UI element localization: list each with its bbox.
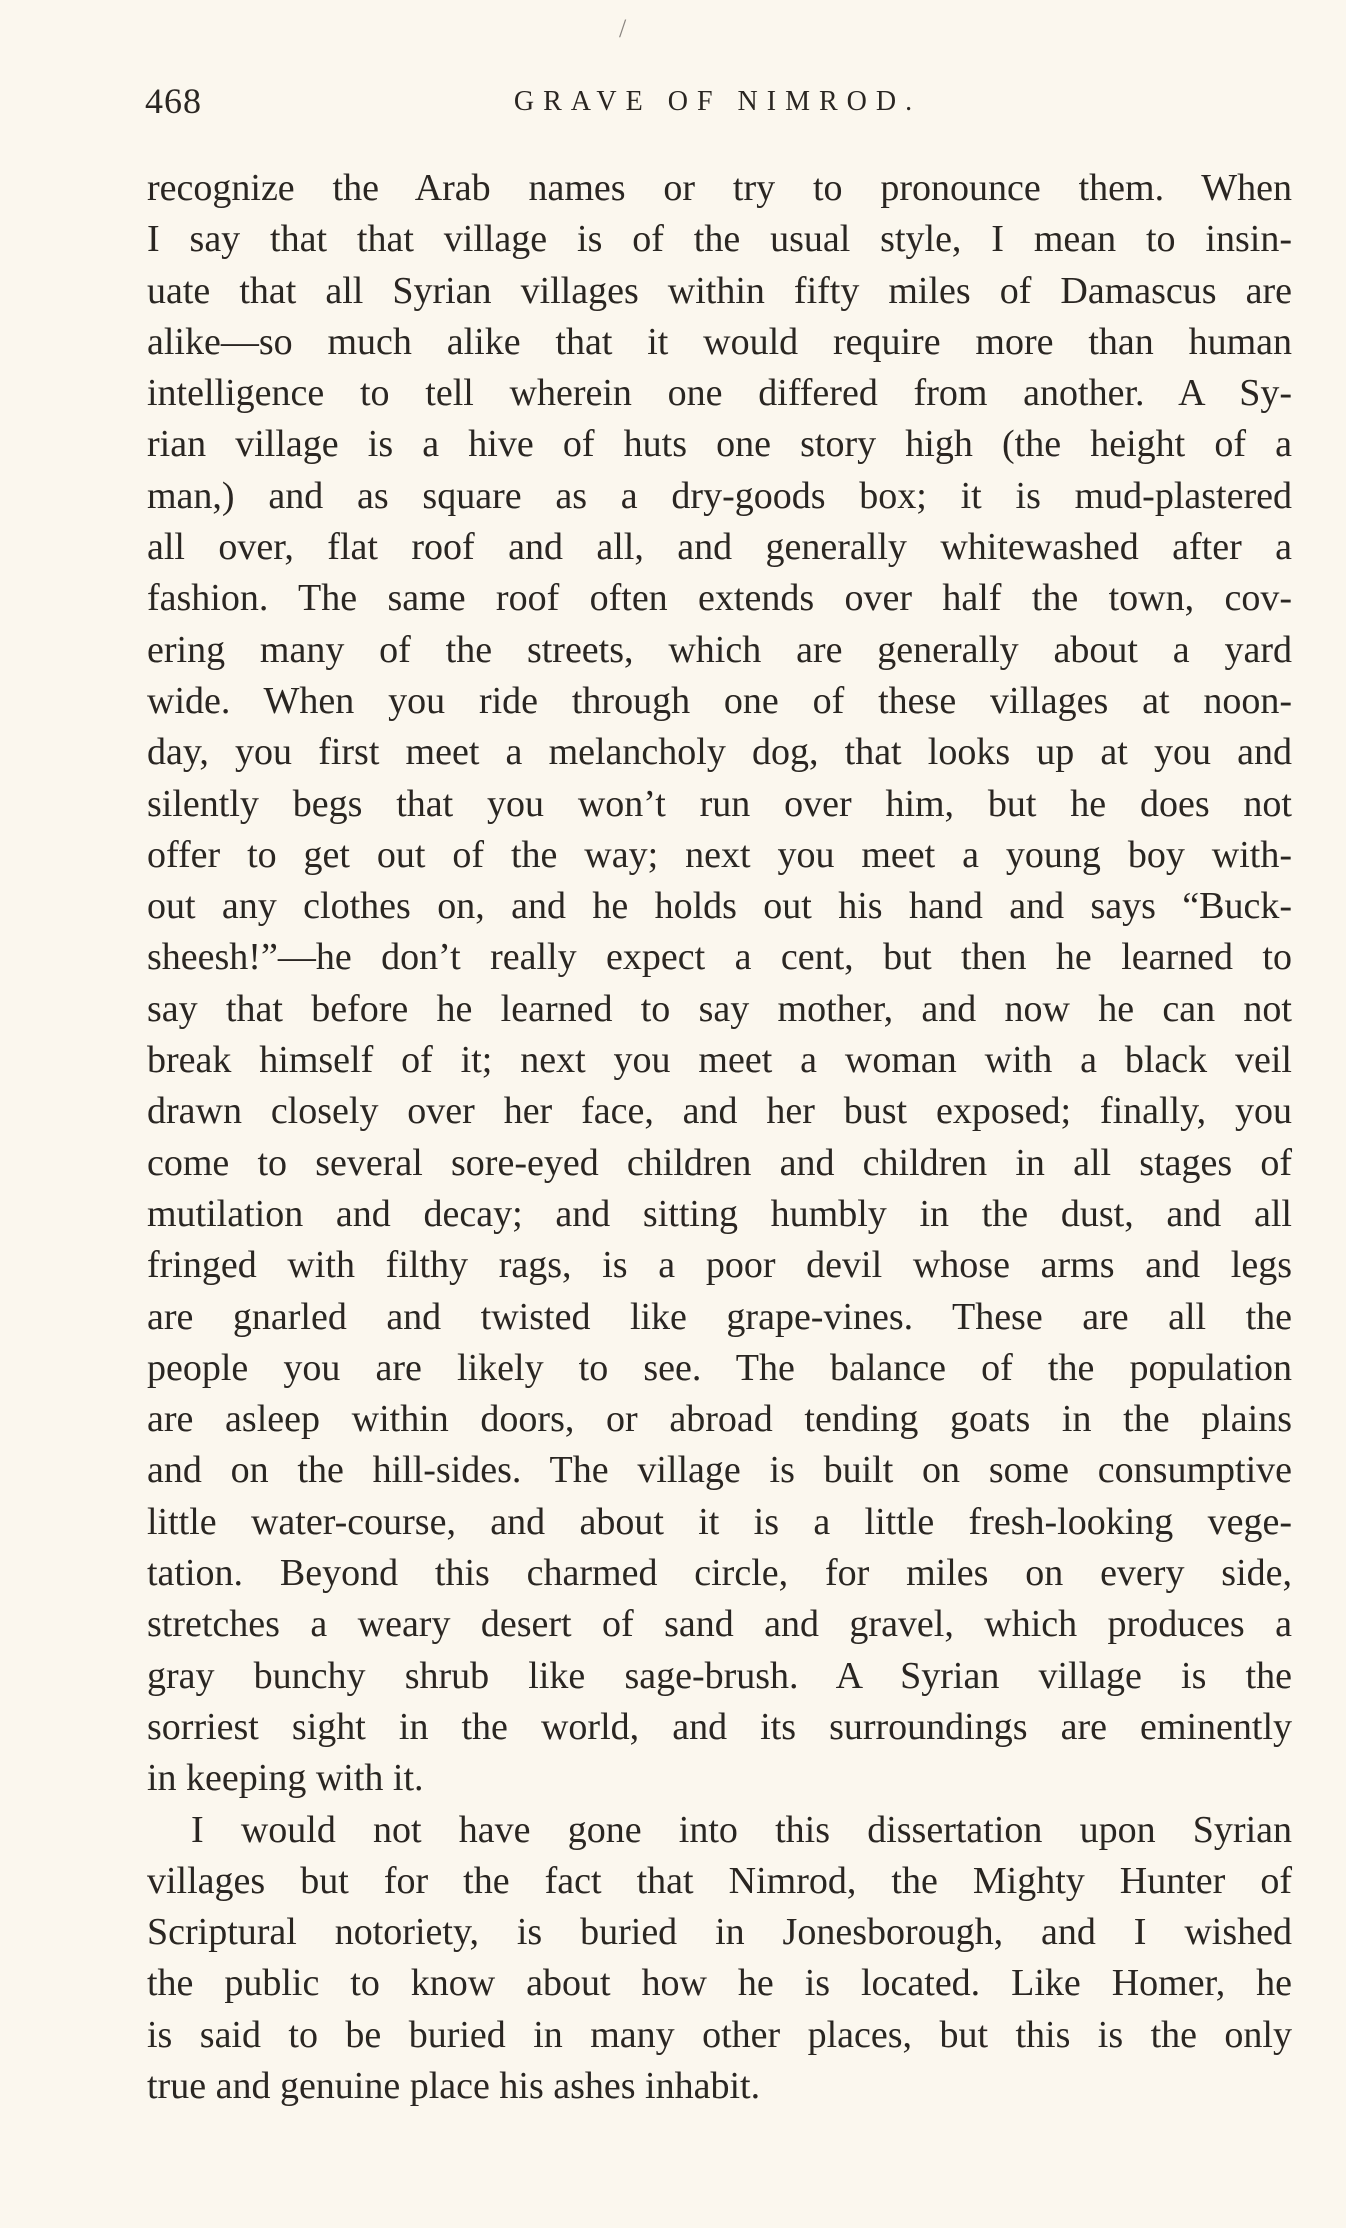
text-line: villages but for the fact that Nimrod, the Mighty Hunter of [147, 1859, 1292, 1902]
text-line: sheesh!”—he don’t really expect a cent, but then he learned to [147, 936, 1292, 979]
text-line: come to several sore-eyed children and children in all stages of [147, 1141, 1292, 1184]
text-line: rian village is a hive of huts one story high (the height of a [147, 423, 1292, 466]
text-line: all over, flat roof and all, and generally whitewashed after a [147, 526, 1292, 569]
text-line: tation. Beyond this charmed circle, for miles on every side, [147, 1552, 1292, 1595]
text-line: silently begs that you won’t run over him, but he does not [147, 782, 1292, 825]
text-line: people you are likely to see. The balance of the population [147, 1346, 1292, 1389]
text-line: gray bunchy shrub like sage-brush. A Syrian village is the [147, 1654, 1292, 1697]
text-line: is said to be buried in many other places, but this is the only [147, 2013, 1292, 2056]
text-line: little water-course, and about it is a little fresh-looking vege- [147, 1500, 1292, 1543]
text-line: break himself of it; next you meet a woman with a black veil [147, 1039, 1292, 1082]
running-head-title: GRAVE OF NIMROD. [513, 86, 922, 117]
text-line: and on the hill-sides. The village is built on some consumptive [147, 1449, 1292, 1492]
text-line: fashion. The same roof often extends over half the town, cov- [147, 577, 1292, 620]
text-line: recognize the Arab names or try to pronounce them. When [147, 167, 1292, 209]
paragraph [147, 1805, 1292, 2113]
text-line: out any clothes on, and he holds out his hand and says “Buck- [147, 885, 1292, 928]
text-line: I would not have gone into this dissertation upon Syrian [191, 1808, 1292, 1851]
text-line: fringed with filthy rags, is a poor devil whose arms and legs [147, 1244, 1292, 1287]
text-line: offer to get out of the way; next you meet a young boy with- [147, 833, 1292, 876]
page-number: 468 [145, 81, 202, 121]
text-line: I say that that village is of the usual style, I mean to insin- [147, 218, 1292, 261]
text-line: ering many of the streets, which are generally about a yard [147, 628, 1292, 671]
text-line: say that before he learned to say mother, and now he can not [147, 987, 1292, 1030]
text-line: intelligence to tell wherein one differed from another. A Sy- [147, 372, 1292, 415]
text-body [147, 163, 1292, 2112]
text-line: true and genuine place his ashes inhabit. [147, 2064, 761, 2107]
text-line: wide. When you ride through one of these villages at noon- [147, 679, 1292, 722]
text-line: Scriptural notoriety, is buried in Jonesborough, and I wished [147, 1911, 1292, 1954]
text-line: alike—so much alike that it would require more than human [147, 320, 1292, 363]
text-line: the public to know about how he is located. Like Homer, he [147, 1962, 1292, 2005]
text-line: in keeping with it. [147, 1757, 424, 1800]
stray-pencil-mark: / [619, 14, 627, 43]
text-line: uate that all Syrian villages within fifty miles of Damascus are [147, 269, 1292, 312]
text-line: drawn closely over her face, and her bust exposed; finally, you [147, 1090, 1292, 1133]
text-line: sorriest sight in the world, and its surroundings are eminently [147, 1705, 1292, 1748]
text-line: stretches a weary desert of sand and gravel, which produces a [147, 1603, 1292, 1646]
paragraph [147, 163, 1292, 1805]
text-line: day, you first meet a melancholy dog, that looks up at you and [147, 731, 1292, 774]
text-line: are asleep within doors, or abroad tending goats in the plains [147, 1398, 1292, 1441]
text-line: man,) and as square as a dry-goods box; it is mud-plastered [147, 474, 1292, 517]
running-head [145, 80, 1290, 130]
text-line: mutilation and decay; and sitting humbly in the dust, and all [147, 1192, 1292, 1235]
text-line: are gnarled and twisted like grape-vines. These are all the [147, 1295, 1292, 1338]
